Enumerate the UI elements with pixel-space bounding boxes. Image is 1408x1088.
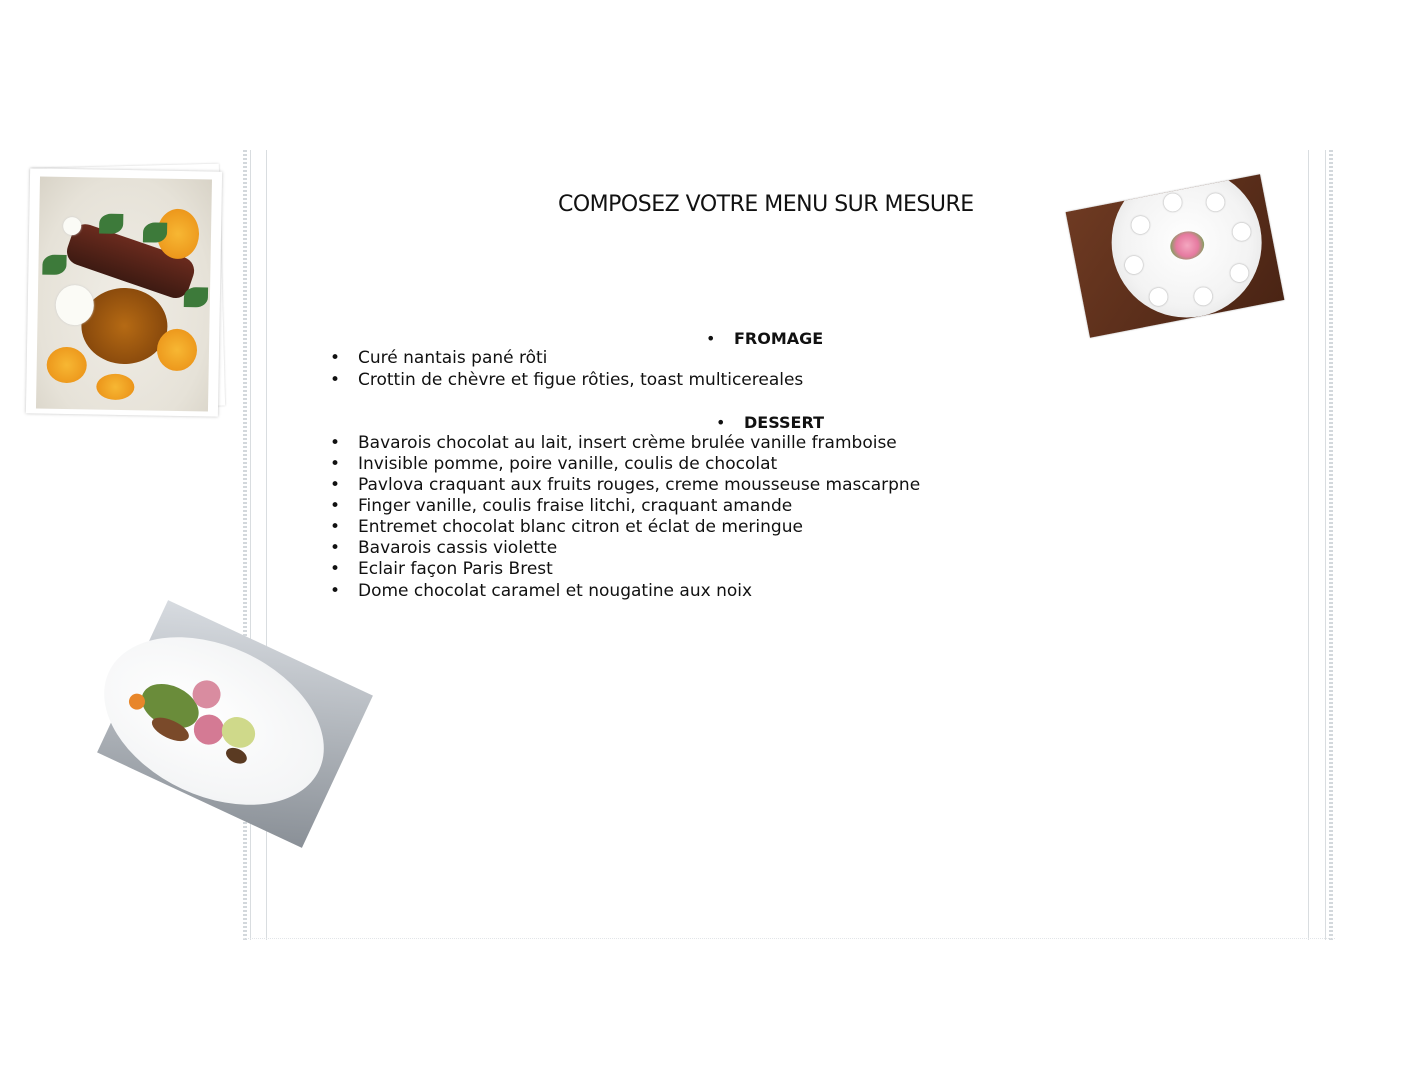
list-item-label: Dome chocolat caramel et nougatine aux noix <box>358 581 753 601</box>
bullet: • <box>330 475 341 495</box>
list-item-label: Curé nantais pané rôti <box>358 348 548 368</box>
section-heading-label: DESSERT <box>744 413 824 432</box>
list-item <box>330 517 803 538</box>
frame-bottom-border <box>243 938 1335 939</box>
list-item-label: Bavarois cassis violette <box>358 538 558 558</box>
list-item-label: Entremet chocolat blanc citron et éclat de meringue <box>358 517 803 537</box>
bullet: • <box>706 329 716 348</box>
frame-right-border <box>1325 150 1326 940</box>
list-item <box>330 559 553 580</box>
frame-right-inner-border <box>1308 150 1309 940</box>
bullet: • <box>330 496 341 516</box>
bullet: • <box>330 538 341 558</box>
list-item <box>330 496 792 517</box>
list-item <box>330 475 920 496</box>
bullet: • <box>330 370 341 390</box>
bullet: • <box>330 454 341 474</box>
page-title: COMPOSEZ VOTRE MENU SUR MESURE <box>558 192 974 217</box>
list-item-label: Pavlova craquant aux fruits rouges, creme mousseuse mascarpne <box>358 475 921 495</box>
list-item-label: Crottin de chèvre et figue rôties, toast multicereales <box>358 370 804 390</box>
list-item <box>330 370 803 391</box>
list-item <box>330 348 547 369</box>
section-heading-fromage <box>706 329 823 348</box>
bullet: • <box>330 559 341 579</box>
list-item-label: Invisible pomme, poire vanille, coulis de chocolat <box>358 454 778 474</box>
list-item <box>330 538 557 559</box>
bullet: • <box>716 413 726 432</box>
bullet: • <box>330 348 341 368</box>
photo-banquet-table <box>1066 174 1285 337</box>
frame-right-dotted-border <box>1329 150 1333 940</box>
list-item-label: Bavarois chocolat au lait, insert crème brulée vanille framboise <box>358 433 897 453</box>
bullet: • <box>330 433 341 453</box>
section-heading-label: FROMAGE <box>734 329 824 348</box>
photo-plated-duck <box>26 168 222 416</box>
bullet: • <box>330 581 341 601</box>
bullet: • <box>330 517 341 537</box>
list-item <box>330 581 752 602</box>
list-item-label: Eclair façon Paris Brest <box>358 559 553 579</box>
section-heading-dessert <box>716 413 824 432</box>
list-item <box>330 454 777 475</box>
list-item-label: Finger vanille, coulis fraise litchi, craquant amande <box>358 496 793 516</box>
list-item <box>330 433 897 454</box>
